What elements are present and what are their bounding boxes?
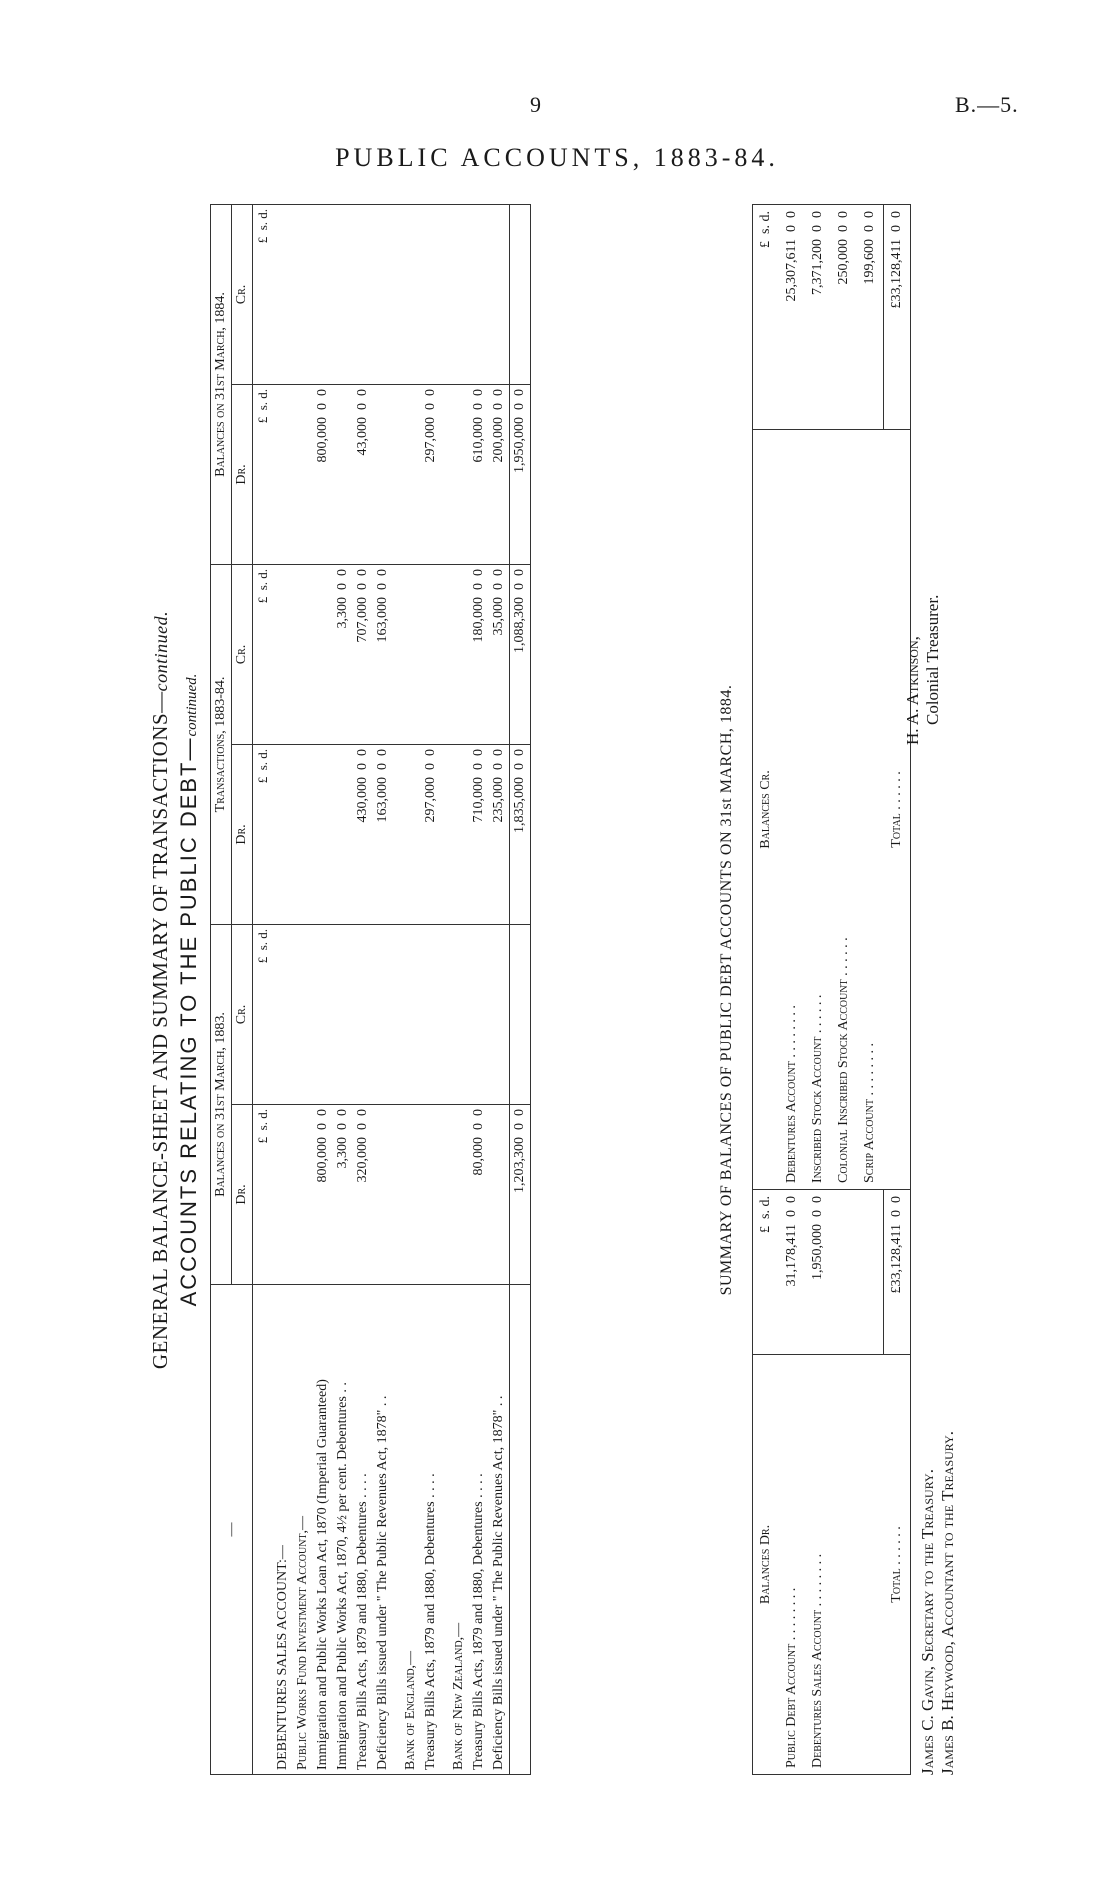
units-label: £ s. d.: [758, 211, 773, 248]
signature-colonial-treasurer: H. A. Atkinson, Colonial Treasurer.: [903, 594, 942, 745]
table-row: Public Debt Account . . . . . . . . 31,178,411 0 0 Debentures Account . . . . . . . . 25,307,611 0 0: [779, 205, 805, 1775]
balance-sheet-subtitle: ACCOUNTS RELATING TO THE PUBLIC DEBT—continued.: [176, 673, 201, 1307]
cr-column-header: Balances Cr.: [753, 430, 780, 1190]
subsection-heading: Bank of New Zealand,—: [441, 1285, 469, 1775]
balance-sheet-block: [148, 205, 553, 1775]
units-label: £ s. d.: [253, 204, 274, 384]
subsection-heading: Public Works Fund Investment Account,—: [293, 1285, 313, 1775]
cr-header: Cr.: [232, 924, 253, 1104]
col-group-header: Balances on 31st March, 1883.: [211, 924, 232, 1284]
units-label: £ s. d.: [253, 564, 274, 744]
units-label: £ s. d.: [253, 744, 274, 924]
page-reference: B.—5.: [955, 92, 1019, 117]
table-row: Treasury Bills Acts, 1879 and 1880, Debentures . . . . 297,000 0 0 297,000 0 0: [421, 204, 441, 1774]
cr-header: Cr.: [232, 204, 253, 384]
table-row: Debentures Sales Account . . . . . . . . 1,950,000 0 0 Inscribed Stock Account . . . . . . 7,371,200 0 0: [805, 205, 831, 1775]
summary-table: [752, 204, 911, 1775]
col-group-header: Balances on 31st March, 1884.: [211, 204, 232, 564]
cr-header: Cr.: [232, 564, 253, 744]
balance-sheet-title: GENERAL BALANCE-SHEET AND SUMMARY OF TRANSACTIONS—continued.: [148, 610, 172, 1370]
summary-title: SUMMARY OF BALANCES OF PUBLIC DEBT ACCOUNTS ON 31st MARCH, 1884.: [718, 684, 735, 1296]
col-group-header: Transactions, 1883-84.: [211, 564, 232, 924]
dr-column-header: Balances Dr.: [753, 1355, 780, 1775]
table-row: Treasury Bills Acts, 1879 and 1880, Debentures . . . . 80,000 0 0 710,000 0 0 180,000 0 0 610,000 0 0: [469, 204, 489, 1774]
balance-sheet-table: [210, 204, 531, 1775]
subsection-heading: Bank of England,—: [393, 1285, 421, 1775]
units-label: £ s. d.: [253, 924, 274, 1104]
table-row: Treasury Bills Acts, 1879 and 1880, Debentures . . . . 320,000 0 0 430,000 0 0 707,000 0 0 43,000 0 0: [353, 204, 373, 1774]
table-row: Deficiency Bills issued under " The Public Revenues Act, 1878" . . 235,000 0 0 35,000 0 0 200,000 0 0: [489, 204, 510, 1774]
section-heading: DEBENTURES SALES ACCOUNT:—: [273, 1285, 293, 1775]
table-row: Scrip Account . . . . . . . . 199,600 0 0: [857, 205, 884, 1775]
summary-block: [718, 205, 957, 1775]
table-row: Immigration and Public Works Act, 1870, 4½ per cent. Debentures . . 3,300 0 0 3,300 0 0: [333, 204, 353, 1774]
table-row: Colonial Inscribed Stock Account . . . . . . 250,000 0 0: [831, 205, 857, 1775]
units-label: £ s. d.: [253, 1105, 274, 1285]
page-number: 9: [530, 92, 541, 117]
table-row: Deficiency Bills issued under " The Public Revenues Act, 1878" . . 163,000 0 0 163,000 0 0: [373, 204, 393, 1774]
signature-treasury: James C. Gavin, Secretary to the Treasury. James B. Heywood, Accountant to the Treasury.: [918, 1430, 957, 1775]
dr-header: Dr.: [232, 384, 253, 564]
units-label: £ s. d.: [753, 1190, 780, 1355]
page-title: PUBLIC ACCOUNTS, 1883-84.: [335, 143, 779, 172]
units-label: £ s. d.: [253, 384, 274, 564]
particulars-header: —: [211, 1285, 253, 1775]
totals-row: 1,203,300 0 0 1,835,000 0 0 1,088,300 0 0 1,950,000 0 0: [510, 204, 531, 1774]
dr-header: Dr.: [232, 1105, 253, 1285]
table-row: Immigration and Public Works Loan Act, 1870 (Imperial Guaranteed) 800,000 0 0 800,000 0 0: [313, 204, 333, 1774]
dr-header: Dr.: [232, 744, 253, 924]
totals-row: Total . . . . . . £33,128,411 0 0 Total . . . . . . £33,128,411 0 0: [884, 205, 911, 1775]
